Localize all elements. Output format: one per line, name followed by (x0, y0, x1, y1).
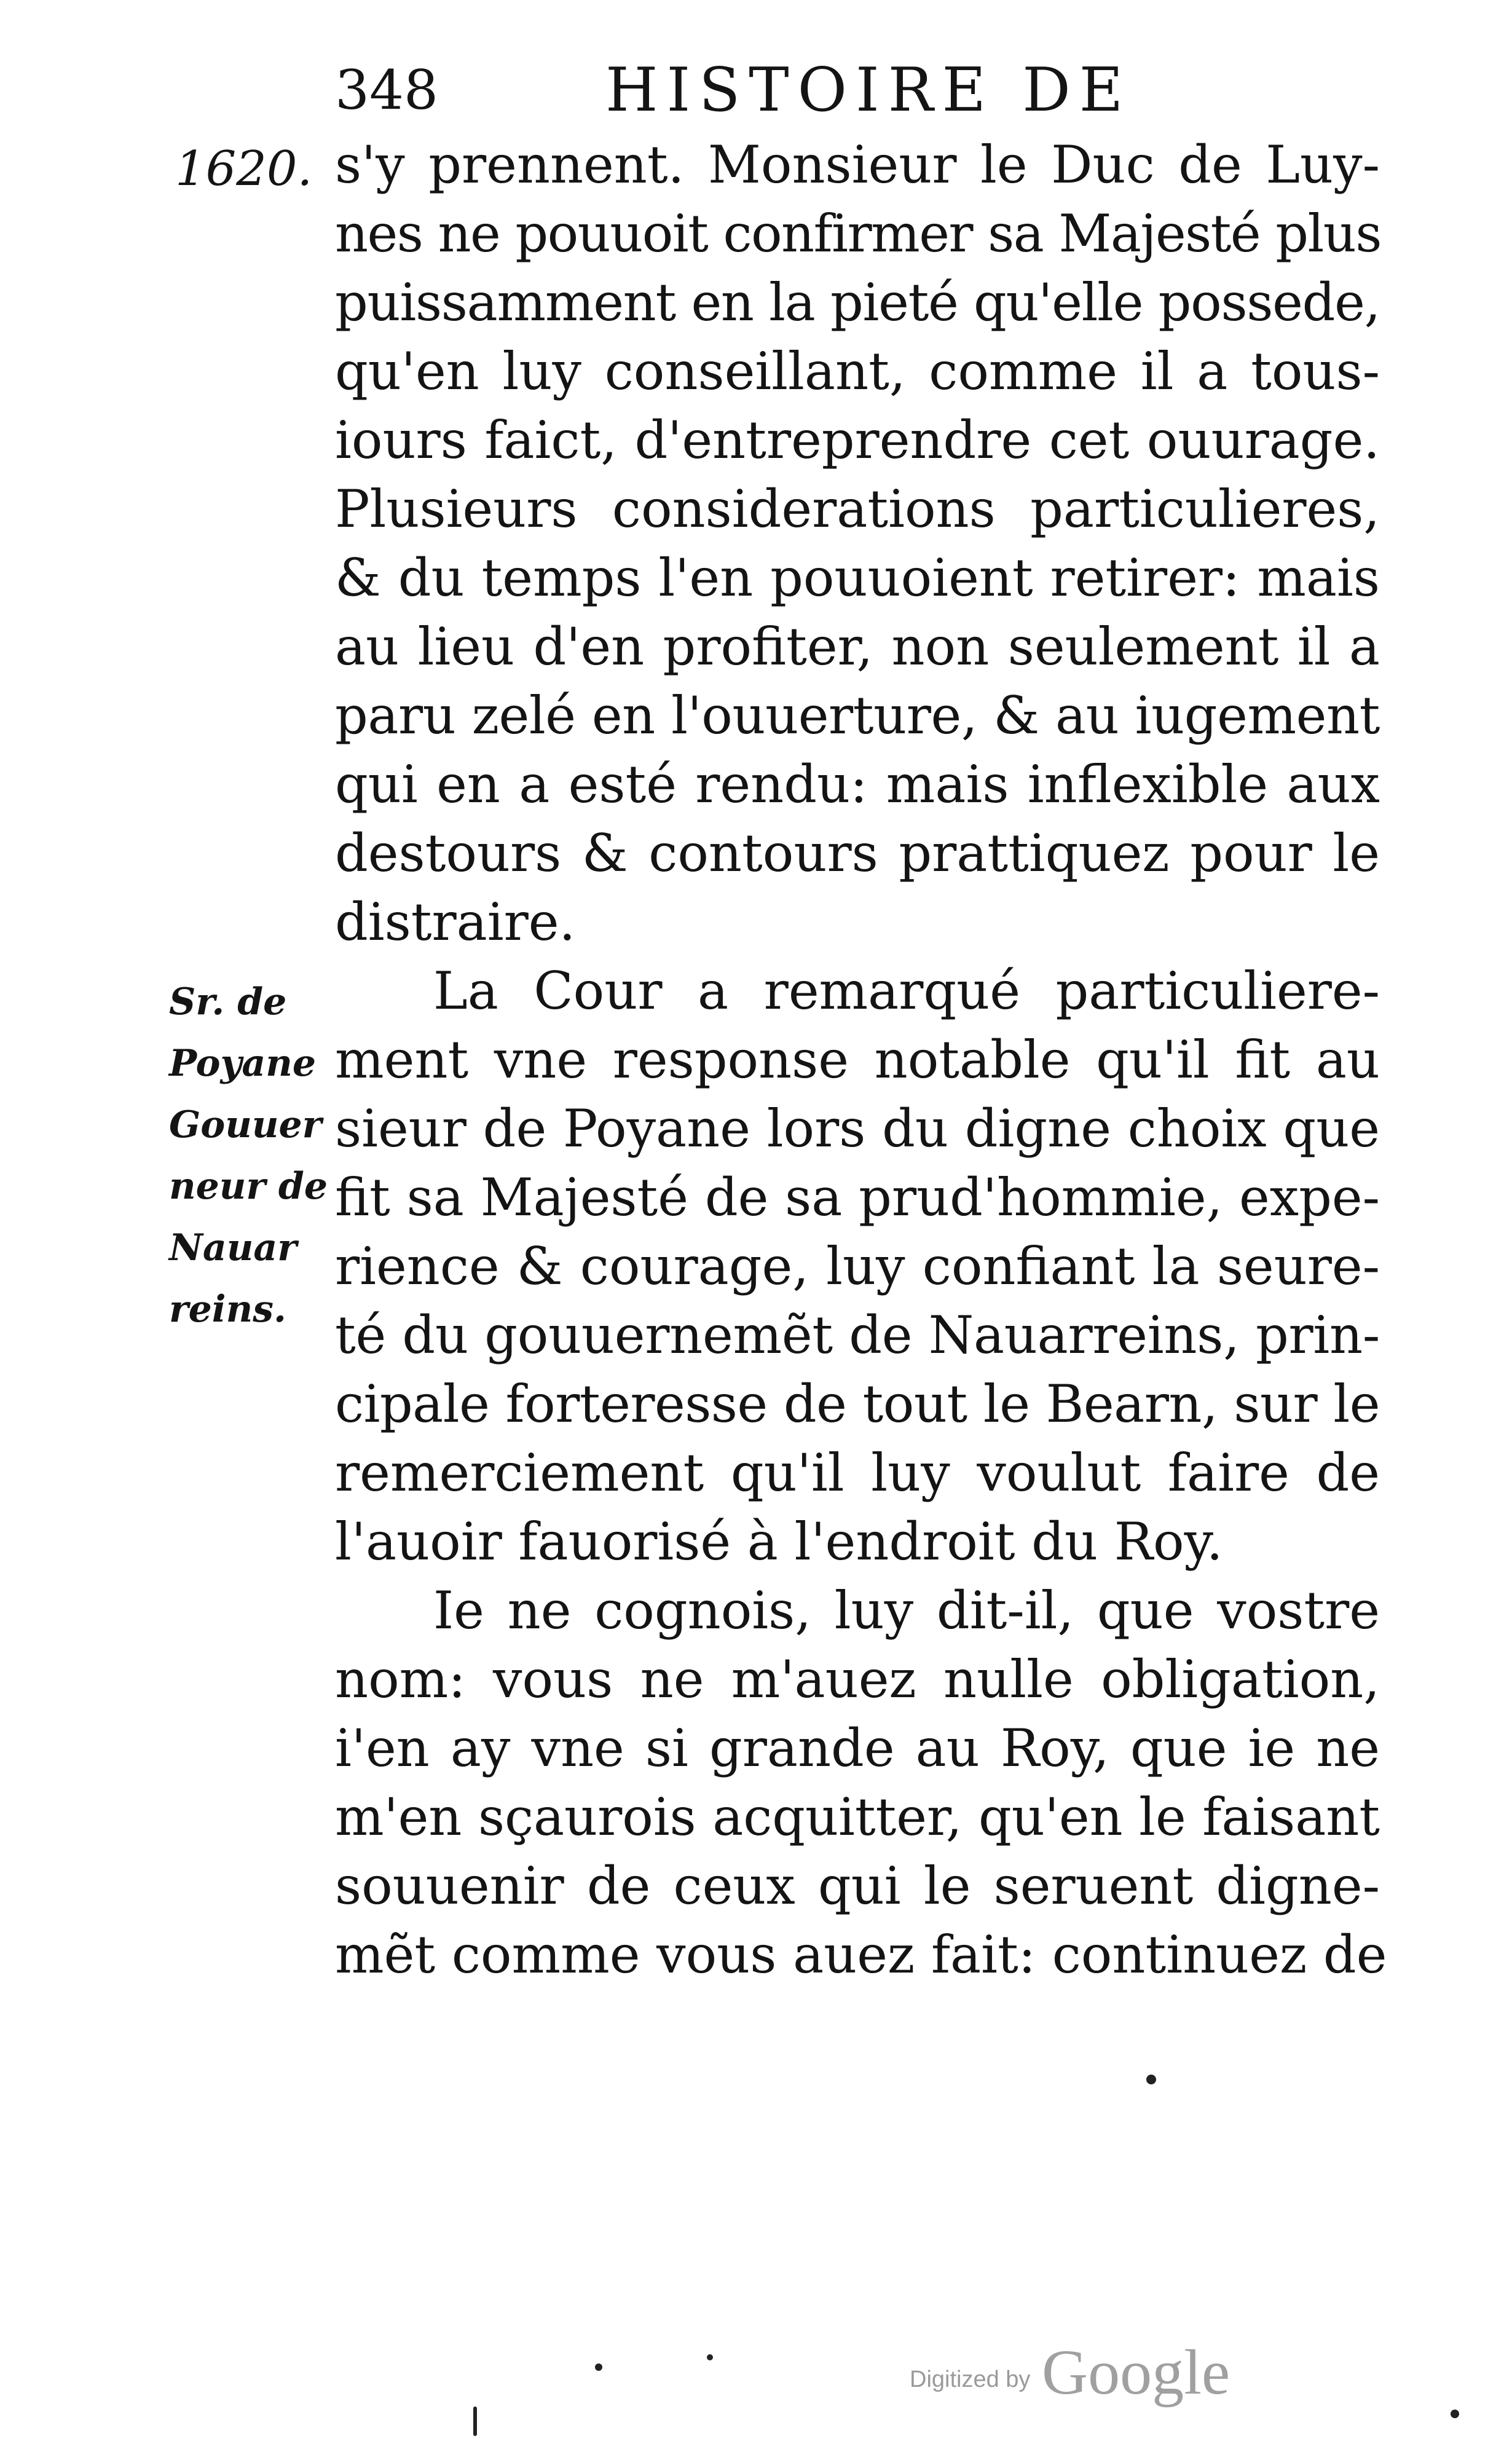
text-line: l'auoir fauorisé à l'endroit du Roy. (335, 1512, 1223, 1572)
text-line: distraire. (335, 892, 576, 952)
text-line: Plusieurs considerations particulieres, (335, 479, 1380, 539)
page-number: 348 (335, 58, 438, 122)
watermark-prefix: Digitized by (910, 2367, 1031, 2392)
text-line: fit sa Majesté de sa prud'hommie, expe- (335, 1167, 1380, 1228)
ink-speck (473, 2407, 477, 2436)
running-title: HISTOIRE DE (605, 55, 1132, 125)
text-line: nom: vous ne m'auez nulle obligation, (335, 1649, 1380, 1709)
text-line: iours faict, d'entreprendre cet ouurage. (335, 410, 1380, 470)
text-line: ment vne response notable qu'il fit au (335, 1030, 1380, 1090)
text-line: i'en ay vne si grande au Roy, que ie ne (335, 1718, 1380, 1778)
sidenote-line: neur de (169, 1165, 328, 1208)
text-line: au lieu d'en profiter, non seulement il a (335, 617, 1380, 677)
text-line: Ie ne cognois, luy dit-il, que vostre (433, 1580, 1380, 1641)
text-line: puissamment en la pieté qu'elle possede, (335, 272, 1380, 333)
text-line: La Cour a remarqué particuliere- (433, 961, 1380, 1021)
ink-speck (1146, 2075, 1156, 2084)
watermark-brand: Google (1042, 2337, 1230, 2408)
text-line: rience & courage, luy confiant la seure- (335, 1236, 1380, 1296)
text-line: cipale forteresse de tout le Bearn, sur le (335, 1374, 1380, 1434)
sidenote-line: Poyane (169, 1042, 317, 1085)
text-line: destours & contours prattiquez pour le (335, 823, 1380, 883)
sidenote-line: Sr. de (169, 980, 287, 1023)
text-line: paru zelé en l'ouuerture, & au iugement (335, 685, 1380, 746)
text-line: té du gouuernemẽt de Nauarreins, prin- (335, 1305, 1380, 1365)
sidenote-line: Gouuer (169, 1103, 322, 1146)
text-line: m'en sçaurois acquitter, qu'en le faisant (335, 1787, 1380, 1847)
sidenote-line: Nauar (169, 1226, 297, 1269)
ink-speck (595, 2363, 602, 2371)
text-line: nes ne pouuoit confirmer sa Majesté plus (335, 203, 1381, 264)
text-line: qui en a esté rendu: mais inflexible aux (335, 754, 1380, 814)
ink-speck (1451, 2410, 1459, 2418)
body-text (335, 130, 1387, 1989)
text-line: qu'en luy conseillant, comme il a tous- (335, 341, 1380, 401)
text-line: & du temps l'en pouuoient retirer: mais (335, 548, 1380, 608)
text-line: s'y prennent. Monsieur le Duc de Luy- (335, 135, 1380, 195)
digitization-watermark (910, 2336, 1242, 2410)
page-header (335, 57, 1380, 130)
text-line: sieur de Poyane lors du digne choix que (335, 1098, 1380, 1159)
text-line: souuenir de ceux qui le seruent digne- (335, 1856, 1380, 1916)
text-line: mẽt comme vous auez fait: continuez de (335, 1925, 1387, 1985)
ink-speck (707, 2354, 713, 2360)
margin-sidenote (169, 971, 329, 1340)
text-line: remerciement qu'il luy voulut faire de (335, 1443, 1380, 1503)
margin-year: 1620. (175, 141, 313, 197)
sidenote-line: reins. (169, 1288, 286, 1331)
